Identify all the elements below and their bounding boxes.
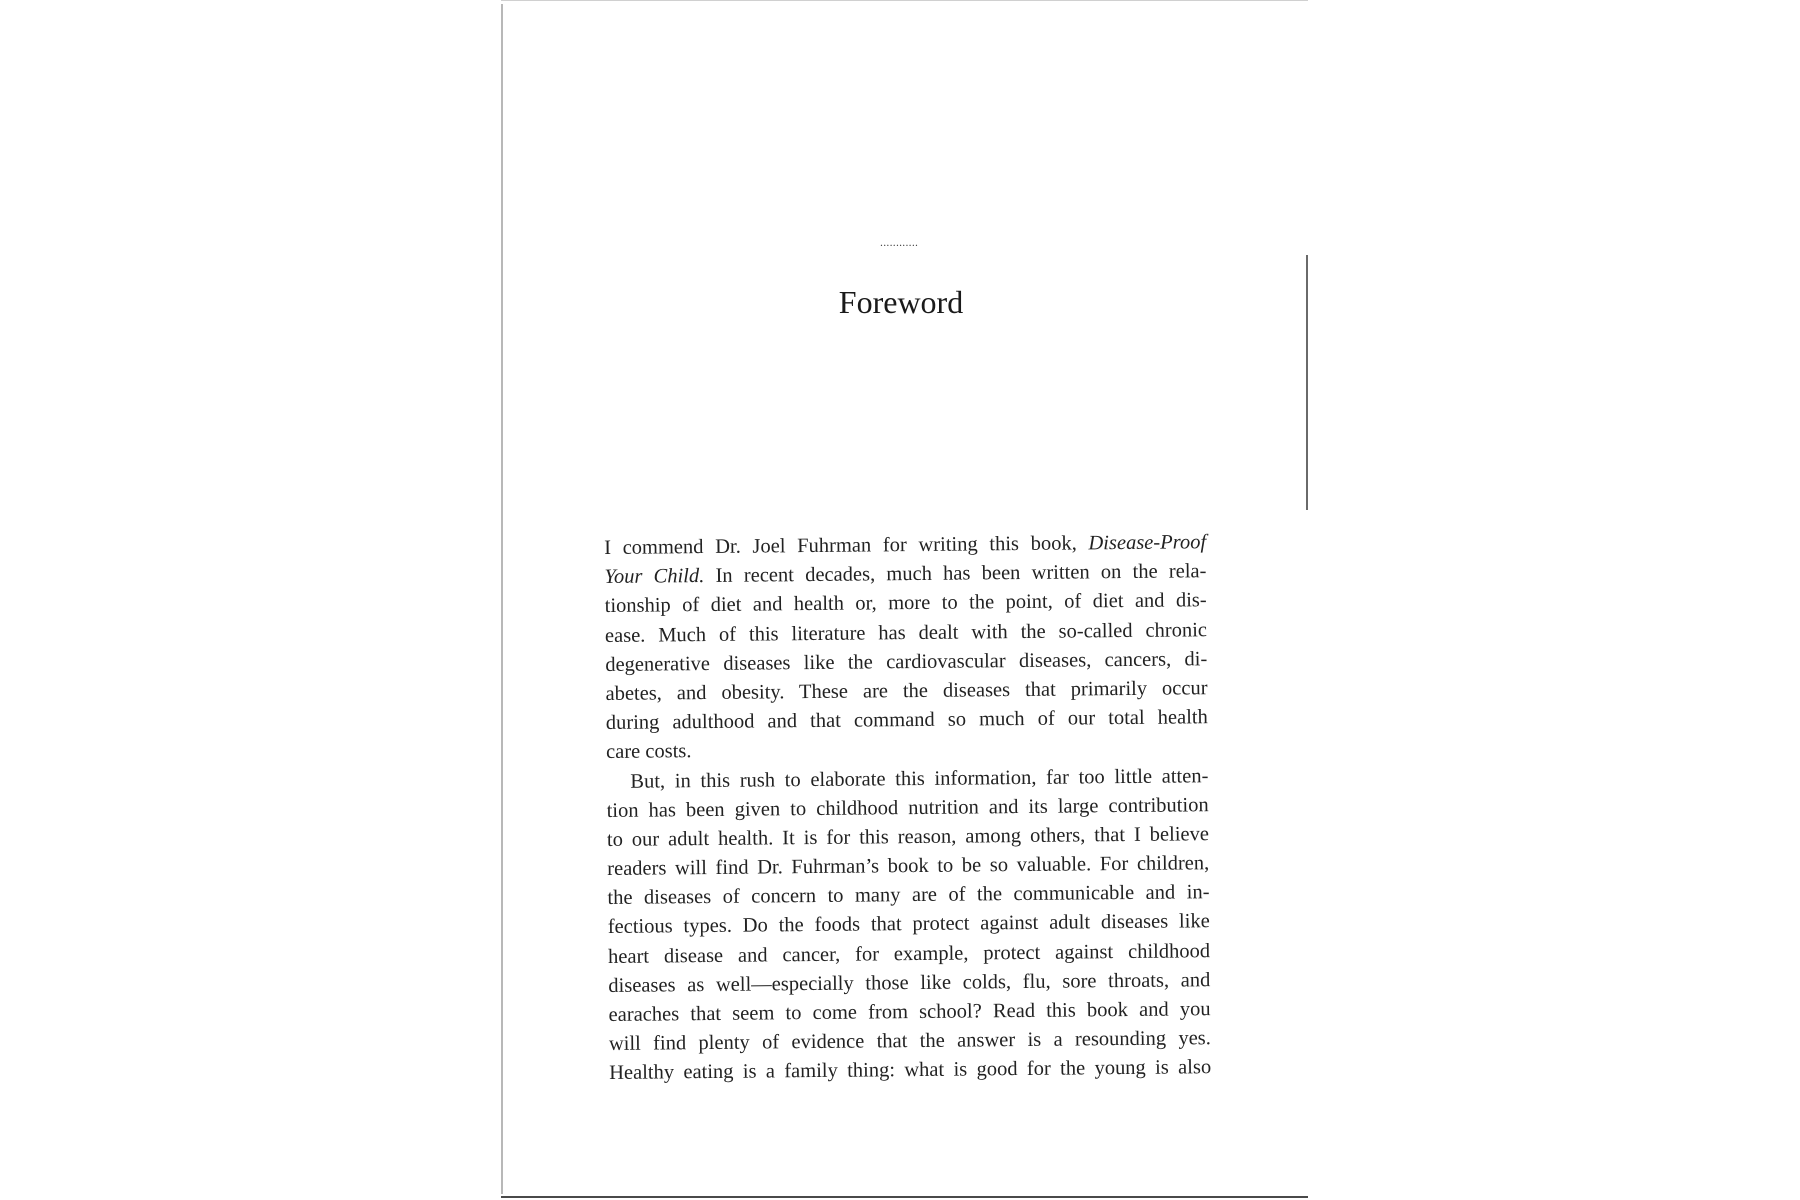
text-line: earaches that seem to come from school? Read this book and you bbox=[608, 998, 1211, 1026]
text-line: during adulthood and that command so much of our total health bbox=[605, 706, 1208, 735]
text-line: Your Child. In recent decades, much has been written on the rela- bbox=[604, 560, 1207, 589]
text-line: degenerative diseases like the cardiovascular diseases, cancers, di- bbox=[605, 647, 1208, 676]
text-line: tionship of diet and health or, more to the point, of diet and dis- bbox=[604, 589, 1207, 618]
page-right-edge bbox=[1306, 255, 1308, 510]
text-line: fectious types. Do the foods that protect against adult diseases like bbox=[607, 910, 1210, 939]
text-line: ease. Much of this literature has dealt with the so-called chronic bbox=[604, 618, 1208, 647]
chapter-ornament: ............ bbox=[879, 238, 919, 249]
text-line: diseases as well—especially those like colds, flu, sore throats, and bbox=[608, 969, 1211, 997]
text-line: the diseases of concern to many are of the communicable and in- bbox=[607, 881, 1210, 910]
text-line: I commend Dr. Joel Fuhrman for writing this book, Disease-Proof bbox=[604, 531, 1207, 559]
text-line: abetes, and obesity. These are the diseases that primarily occur bbox=[605, 677, 1208, 705]
text-line: tion has been given to childhood nutrition and its large contribution bbox=[606, 793, 1209, 822]
page-left-edge bbox=[501, 4, 503, 1194]
text-line: readers will find Dr. Fuhrman’s book to be so valuable. For children, bbox=[607, 852, 1210, 881]
body-text bbox=[604, 528, 1211, 1088]
text-line: to our adult health. It is for this reason, among others, that I believe bbox=[606, 823, 1210, 851]
chapter-title: Foreword bbox=[838, 284, 964, 320]
page-top-edge bbox=[501, 0, 1308, 1]
text-line: heart disease and cancer, for example, protect against childhood bbox=[607, 939, 1211, 968]
text-line: But, in this rush to elaborate this information, far too little atten- bbox=[630, 764, 1209, 793]
text-line: Healthy eating is a family thing: what is good for the young is also bbox=[609, 1056, 1212, 1085]
page-bottom-edge bbox=[501, 1196, 1308, 1198]
text-line: care costs. bbox=[605, 740, 692, 764]
text-line: will find plenty of evidence that the answer is a resounding yes. bbox=[608, 1027, 1211, 1056]
book-page bbox=[501, 0, 1308, 1200]
